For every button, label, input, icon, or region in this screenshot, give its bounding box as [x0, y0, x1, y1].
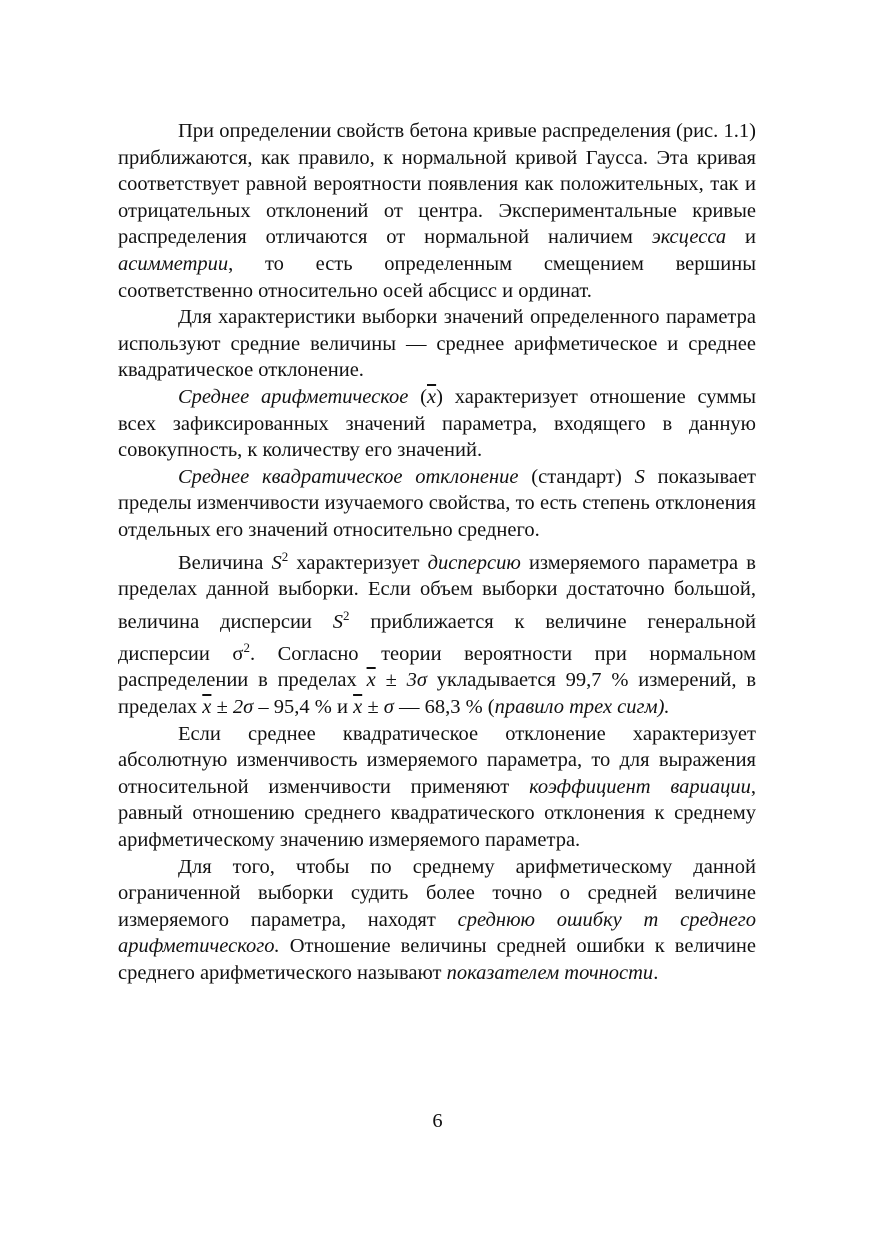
text-run: приближается к величине генеральной дисперсии σ: [118, 610, 756, 665]
text-run: При определении свойств бетона кривые распределения (рис. 1.1) приближаются, как правило, к нормальной кривой Гаусса. Эта кривая соответствует равной вероятности появления как положительных, так и отрицательных отклонений от центра. Экспериментальные кривые распределения отличаются от нормальной наличием: [118, 120, 756, 249]
text-run: ± 3σ: [375, 669, 427, 692]
text-run: характеризует: [288, 551, 428, 574]
text-run: показывает пределы изменчивости изучаемого свойства, то есть степень отклонения отдельных его значений относительно среднего.: [118, 465, 757, 541]
paragraph-3: [118, 384, 756, 464]
text-run: Величина: [178, 551, 272, 574]
text-run: среднюю ошибку m среднего арифметического.: [118, 908, 756, 958]
paragraph-4: [118, 464, 756, 544]
text-run: коэффициент вариации: [529, 775, 751, 798]
superscript: 2: [243, 639, 250, 655]
text-run: эксцесса: [651, 226, 727, 249]
mean-symbol: $\overline{x}$: [366, 669, 376, 692]
text-run: S: [271, 551, 282, 574]
paragraph-6: [118, 721, 756, 854]
mean-symbol: $\overline{x}$: [353, 695, 363, 718]
mean-symbol: $\overline{x}$: [202, 695, 212, 718]
text-run: – 95,4 % и: [253, 695, 354, 718]
text-run: Для характеристики выборки значений определенного параметра используют средние величины — среднее арифметическое и среднее квадратическое отклонение.: [118, 306, 756, 382]
text-run: . Согласно теории вероятности при нормальном распределении в пределах: [118, 642, 756, 692]
mean-symbol: $\overline{x}$: [427, 385, 437, 408]
text-run: S: [332, 610, 343, 633]
text-run: Отношение величины средней ошибки к величине среднего арифметического называют: [118, 935, 756, 984]
text-run: измеряемого параметра в пределах данной выборки. Если объем выборки достаточно большой, величина дисперсии: [118, 551, 756, 633]
text-run: , равный отношению среднего квадратического отклонения к среднему арифметическому значению измеряемого параметра.: [118, 775, 757, 851]
text-run: — 68,3 % (: [393, 695, 495, 718]
text-run: ± 2σ: [211, 695, 254, 718]
text-run: , то есть определенным смещением вершины соответственно относительно осей абсцисс и ординат.: [118, 252, 756, 302]
paragraph-2: [118, 304, 756, 384]
text-run: S: [634, 465, 645, 488]
superscript: 2: [342, 607, 350, 623]
paragraph-5: [118, 544, 756, 721]
document-body: [118, 118, 756, 986]
text-run: укладывается 99,7 % измерений, в пределах: [118, 669, 757, 718]
paragraph-1: [118, 118, 756, 304]
superscript: 2: [281, 548, 289, 564]
text-run: асимметрии: [118, 252, 229, 275]
text-run: и: [726, 226, 756, 249]
text-run: Среднее арифметическое: [178, 385, 409, 408]
paragraph-7: [118, 854, 756, 987]
text-run: Среднее квадратическое отклонение: [178, 465, 519, 488]
text-run: (: [408, 385, 427, 408]
text-run: показателем точности: [446, 961, 654, 984]
text-run: ± σ: [362, 695, 394, 718]
text-run: (стандарт): [518, 465, 635, 488]
text-run: .: [653, 961, 659, 984]
text-run: Если среднее квадратическое отклонение характеризует абсолютную изменчивость измеряемого параметра, то для выражения относительной изменчивости применяют: [118, 722, 756, 798]
page-number: 6: [432, 1110, 443, 1132]
text-run: правило трех сигм).: [494, 695, 670, 718]
text-run: Для того, чтобы по среднему арифметическому данной ограниченной выборки судить более точно о средней величине измеряемого параметра, находят: [118, 855, 756, 931]
text-run: дисперсию: [427, 551, 521, 574]
text-run: ) характеризует отношение суммы всех зафиксированных значений параметра, входящего в данную совокупность, к количеству его значений.: [118, 385, 756, 462]
